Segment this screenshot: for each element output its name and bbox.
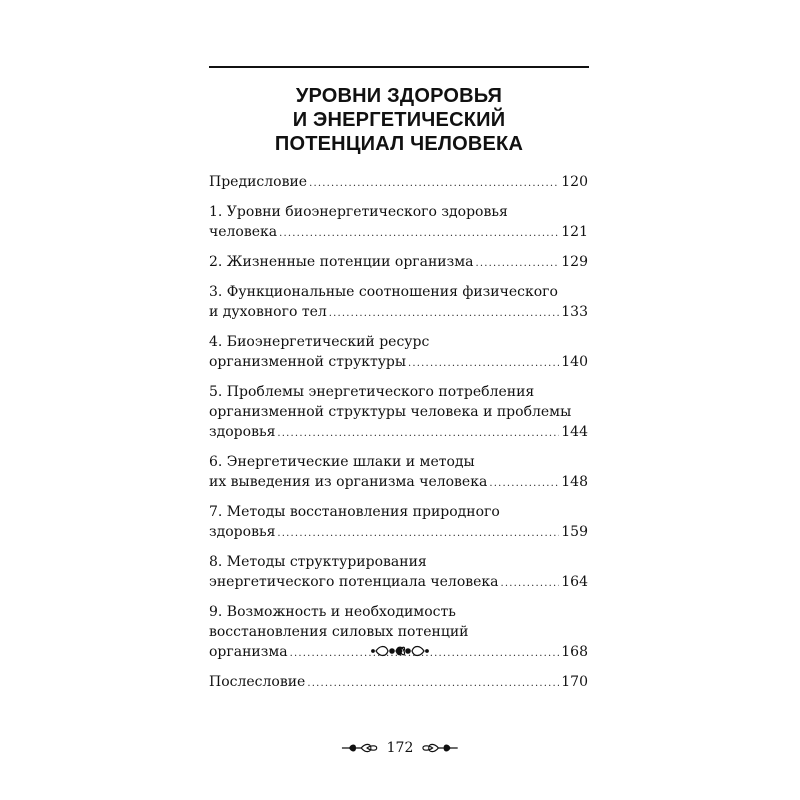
toc-entry-text-line: здоровья bbox=[209, 524, 276, 540]
toc-entry-last-line bbox=[209, 422, 588, 444]
toc-entry-last-line bbox=[209, 572, 588, 594]
toc-page-number: 120 bbox=[561, 174, 588, 190]
toc-entry-text-line: Послесловие bbox=[209, 674, 306, 690]
dot-leader bbox=[329, 304, 560, 324]
toc-entry-text-line: 3. Функциональные соотношения физического bbox=[209, 284, 558, 300]
dot-leader bbox=[307, 674, 559, 694]
toc-page-number: 121 bbox=[561, 224, 588, 240]
toc-entry bbox=[209, 382, 588, 444]
dot-leader bbox=[277, 524, 559, 544]
fleuron-ornament-icon bbox=[370, 642, 430, 660]
toc-page-number: 144 bbox=[561, 424, 588, 440]
toc-entry-last-line bbox=[209, 222, 588, 244]
dot-leader bbox=[476, 254, 560, 274]
dot-leader bbox=[489, 474, 559, 494]
toc-entry-text-line: 6. Энергетические шлаки и методы bbox=[209, 454, 475, 470]
toc-entry-text-line: организма bbox=[209, 644, 288, 660]
title-line-3: ПОТЕНЦИАЛ ЧЕЛОВЕКА bbox=[274, 133, 524, 155]
dot-leader bbox=[408, 354, 559, 374]
toc-entry-text-line: 1. Уровни биоэнергетического здоровья bbox=[209, 204, 508, 220]
toc-entry-text-line: Предисловие bbox=[209, 174, 308, 190]
page-number: 172 bbox=[386, 740, 414, 756]
toc-page-number: 140 bbox=[561, 354, 588, 370]
toc-entry-text-line: энергетического потенциала человека bbox=[209, 574, 499, 590]
toc-entry bbox=[209, 172, 588, 194]
title-line-1: УРОВНИ ЗДОРОВЬЯ bbox=[295, 85, 503, 107]
toc-entry-text-line: 5. Проблемы энергетического потребления bbox=[209, 384, 535, 400]
toc-entry bbox=[209, 502, 588, 544]
toc-entry bbox=[209, 332, 588, 374]
toc-entry-text-line: организменной структуры человека и проблемы bbox=[209, 404, 572, 420]
top-rule bbox=[209, 66, 589, 68]
toc-entry-last-line bbox=[209, 172, 588, 194]
toc-entry-last-line bbox=[209, 302, 588, 324]
toc-entry-text-line: 2. Жизненные потенции организма bbox=[209, 254, 474, 270]
toc-page-number: 129 bbox=[561, 254, 588, 270]
toc-page-number: 168 bbox=[561, 644, 588, 660]
table-of-contents bbox=[209, 172, 588, 702]
toc-entry bbox=[209, 202, 588, 244]
toc-entry-last-line bbox=[209, 522, 588, 544]
dot-leader bbox=[501, 574, 560, 594]
toc-entry-text-line: 8. Методы структурирования bbox=[209, 554, 427, 570]
dot-leader bbox=[279, 224, 559, 244]
toc-entry-last-line bbox=[209, 252, 588, 274]
toc-page-number: 164 bbox=[561, 574, 588, 590]
toc-entry bbox=[209, 672, 588, 694]
toc-entry bbox=[209, 282, 588, 324]
toc-entry bbox=[209, 552, 588, 594]
toc-entry-text-line: 7. Методы восстановления природного bbox=[209, 504, 500, 520]
toc-entry-text-line: 9. Возможность и необходимость bbox=[209, 604, 456, 620]
toc-page-number: 133 bbox=[561, 304, 588, 320]
right-flourish-icon bbox=[421, 741, 460, 755]
page-title bbox=[209, 84, 589, 156]
toc-entry bbox=[209, 252, 588, 274]
toc-page-number: 170 bbox=[561, 674, 588, 690]
toc-entry-text-line: и духовного тел bbox=[209, 304, 327, 320]
dot-leader bbox=[309, 174, 559, 194]
toc-page-number: 159 bbox=[561, 524, 588, 540]
toc-entry bbox=[209, 452, 588, 494]
toc-entry-last-line bbox=[209, 472, 588, 494]
toc-entry-text-line: человека bbox=[209, 224, 278, 240]
toc-page-number: 148 bbox=[561, 474, 588, 490]
title-line-2: И ЭНЕРГЕТИЧЕСКИЙ bbox=[292, 109, 506, 131]
toc-entry-last-line bbox=[209, 352, 588, 374]
toc-entry-text-line: восстановления силовых потенций bbox=[209, 624, 469, 640]
toc-entry-text-line: 4. Биоэнергетический ресурс bbox=[209, 334, 430, 350]
dot-leader bbox=[277, 424, 559, 444]
toc-entry-text-line: организменной структуры bbox=[209, 354, 407, 370]
page-footer bbox=[340, 736, 460, 760]
left-flourish-icon bbox=[340, 741, 379, 755]
toc-entry-text-line: здоровья bbox=[209, 424, 276, 440]
toc-entry-last-line bbox=[209, 672, 588, 694]
toc-entry-text-line: их выведения из организма человека bbox=[209, 474, 488, 490]
